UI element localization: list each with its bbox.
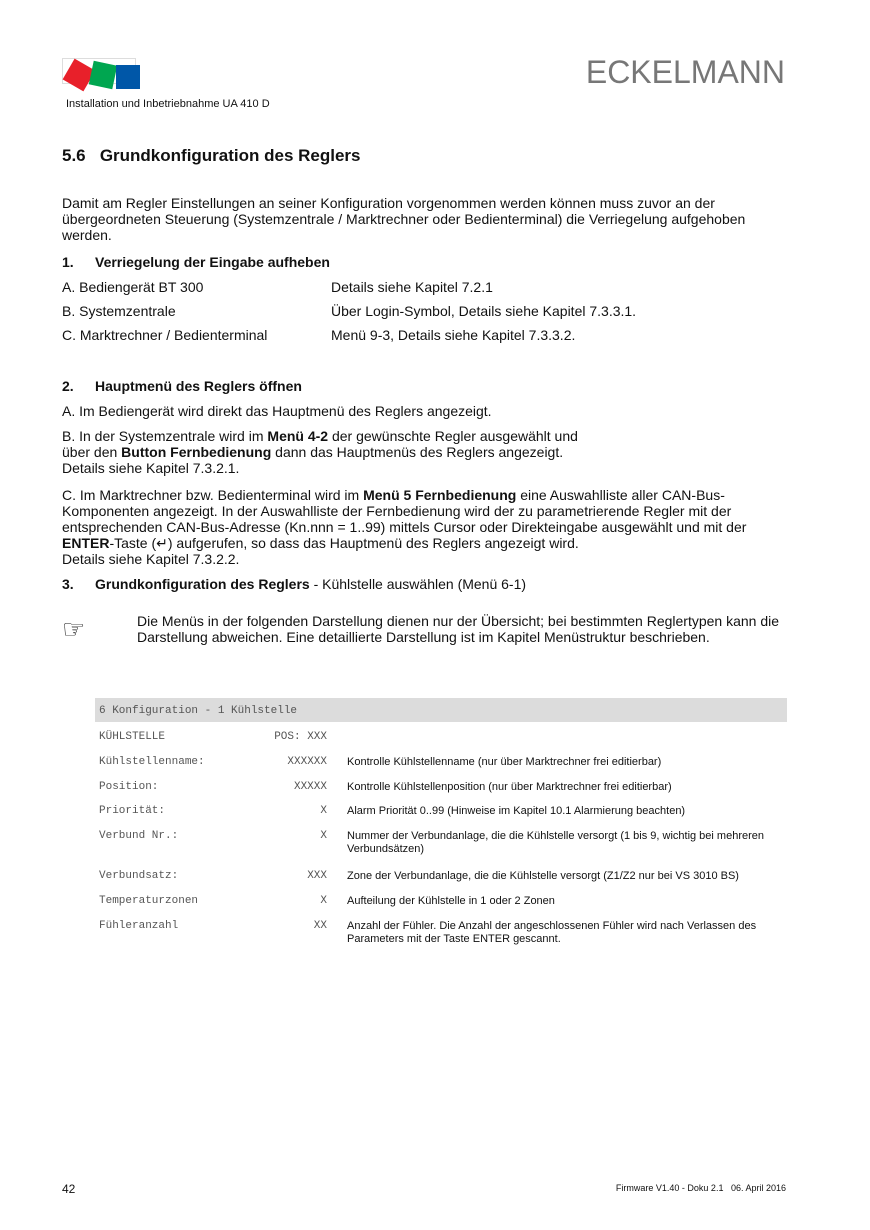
menu-row: Position: XXXXX Kontrolle Kühlstellenposition (nur über Marktrechner frei editierbar): [99, 781, 672, 793]
company-logo: [62, 58, 136, 84]
brand-name: ECKELMANN: [585, 54, 785, 90]
menu-row: Priorität: X Alarm Priorität 0..99 (Hinweise im Kapitel 10.1 Alarmierung beachten): [99, 805, 686, 817]
step3-heading: 3. Grundkonfiguration des Reglers - Kühlstelle auswählen (Menü 6-1): [62, 576, 527, 592]
doc-subtitle: Installation und Inbetriebnahme UA 410 D: [66, 98, 270, 110]
menu-title: 6 Konfiguration - 1 Kühlstelle: [99, 705, 298, 717]
menu-row: KÜHLSTELLE POS: XXX: [99, 731, 327, 743]
section-heading: 5.6 Grundkonfiguration des Reglers: [62, 146, 361, 165]
page-number: 42: [62, 1182, 76, 1196]
menu-row: Kühlstellenname: XXXXXX Kontrolle Kühlstellenname (nur über Marktrechner frei editierbar): [99, 756, 662, 768]
pointing-hand-icon: ☞: [62, 614, 86, 644]
footer-info: Firmware V1.40 - Doku 2.1 06. April 2016: [615, 1183, 786, 1193]
menu-row: Temperaturzonen X Aufteilung der Kühlstelle in 1 oder 2 Zonen: [99, 895, 555, 907]
note-text: Die Menüs in der folgenden Darstellung dienen nur der Übersicht; bei bestimmten Reglertypen kann die Darstellung abweichen. Eine detaillierte Darstellung ist im Kapitel Menüstruktur beschrieben.: [137, 613, 780, 645]
step2-c: C. Im Marktrechner bzw. Bedienterminal wird im Menü 5 Fernbedienung eine Auswahlliste aller CAN-Bus-Komponenten angezeigt. In der Auswahlliste der Fernbedienung wird der zu parametrierende Regler mit der entsprechenden CAN-Bus-Adresse (Kn.nnn = 1..99) mittels Cursor oder Direkteingabe ausgewählt und mit der ENTER-Taste (↵) aufgerufen, so dass das Hauptmenü des Reglers angezeigt wird. Details siehe Kapitel 7.3.2.2.: [62, 487, 747, 567]
step2-a: A. Im Bediengerät wird direkt das Hauptmenü des Reglers angezeigt.: [62, 403, 492, 419]
step1-table: A. Bediengerät BT 300 Details siehe Kapitel 7.2.1 B. Systemzentrale Über Login-Symbol, Details siehe Kapitel 7.3.3.1. C. Marktrechner / Bedienterminal Menü 9-3, Details siehe Kapitel 7.3.3.2.: [62, 279, 637, 343]
menu-row: Fühleranzahl XX Anzahl der Fühler. Die Anzahl der angeschlossenen Fühler wird nach Verlassen des Parameters mit der Taste ENTER gescannt.: [99, 920, 757, 945]
step2-heading: 2. Hauptmenü des Reglers öffnen: [62, 378, 302, 394]
menu-row: Verbund Nr.: X Nummer der Verbundanlage, die die Kühlstelle versorgt (1 bis 9, wichtig bei mehreren Verbundsätzen): [99, 830, 764, 855]
intro-text: Damit am Regler Einstellungen an seiner Konfiguration vorgenommen werden können muss zuvor an der übergeordneten Steuerung (Systemzentrale / Marktrechner oder Bedienterminal) die Verriegelung aufgehoben werden.: [62, 195, 746, 243]
step2-b: B. In der Systemzentrale wird im Menü 4-2 der gewünschte Regler ausgewählt und über den Button Fernbedienung dann das Hauptmenüs des Reglers angezeigt. Details siehe Kapitel 7.3.2.1.: [62, 428, 578, 476]
step1-heading: 1. Verriegelung der Eingabe aufheben: [62, 254, 330, 270]
menu-row: Verbundsatz: XXX Zone der Verbundanlage, die die Kühlstelle versorgt (Z1/Z2 nur bei VS 3010 BS): [99, 870, 739, 882]
